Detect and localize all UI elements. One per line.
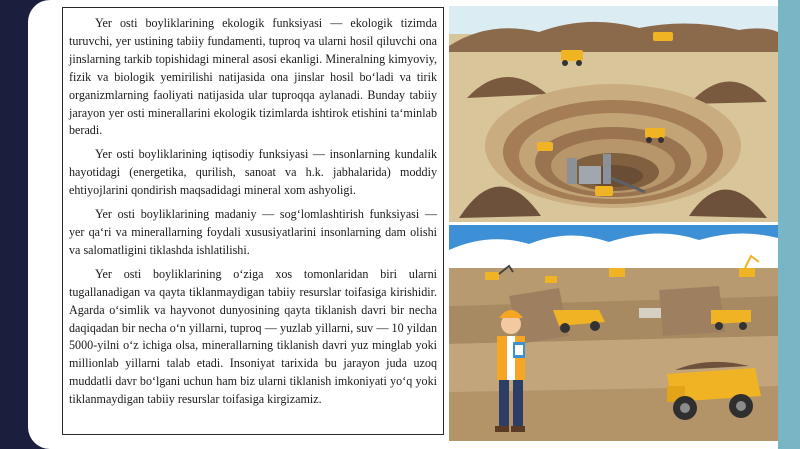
paragraph-cultural-function: Yer osti boyliklarining madaniy — sog‘lomlashtirish funksiyasi — yer qa‘ri va minerallarning foydali xususiyatlarini insonlarning dam olishi va salomatligini tiklashda ishlatilishi. <box>69 207 437 257</box>
left-curve-decoration <box>28 0 58 449</box>
right-decorative-band <box>778 0 800 449</box>
paragraph-economic-function: Yer osti boyliklarining iqtisodiy funksiyasi — insonlarning kundalik hayotidagi (energetika, qurilish, sanoat va h.k. jabhalarida) moddiy ehtiyojlarini qondirish maqsadidagi mineral xom ashyoligi. <box>69 147 437 198</box>
paragraph-non-renewable: Yer osti boyliklarining o‘ziga xos tomonlaridan biri ularni tugallanadigan va qayta tiklanmaydigan tabiiy resurslar toifasiga kirishidir. Agarda o‘simlik va hayvonot dunyosining qayta tiklanish davri bir necha daqiqadan bir necha o‘n yillarni, tuproq — yuzlab yillarni, suv — 10 yildan 5000-yilni o‘z ichiga olsa, minerallarning tiklanish davri yuz minglab yoki millionlab yillarni talab etadi. Insoniyat tarixida bu jarayon juda uzoq muddatli davr bo‘lgani uchun ham biz ularni tiklanish imkoniyati yo‘q yoki tiklanmaydigan tabiiy resurslar toifasiga kirgizamiz. <box>69 266 437 407</box>
paragraph-ecological-function: Yer osti boyliklarining ekologik funksiyasi — ekologik tizimda turuvchi, yer ustining tabiiy fundamenti, tuproq va ularni hosil qiluvchi ona jinslarning tarkib topishidagi mineral asosi ekanligi. Mineralning kimyoviy, fizik va biologik yemirilishi natijasida ona jinslar hosil bo‘ladi va tirik organizmlarning faoliyati natijasida ular tuproqqa aylanadi. Bunday tabiiy jarayon yer osti minerallarini ekologik tizimlarda ishtirok etishini ta‘minlab beradi. <box>69 16 437 138</box>
clipboard-icon <box>513 342 525 358</box>
open-pit-mine-icon <box>449 6 778 224</box>
mining-illustration <box>449 6 778 441</box>
article-text-box <box>62 7 444 435</box>
